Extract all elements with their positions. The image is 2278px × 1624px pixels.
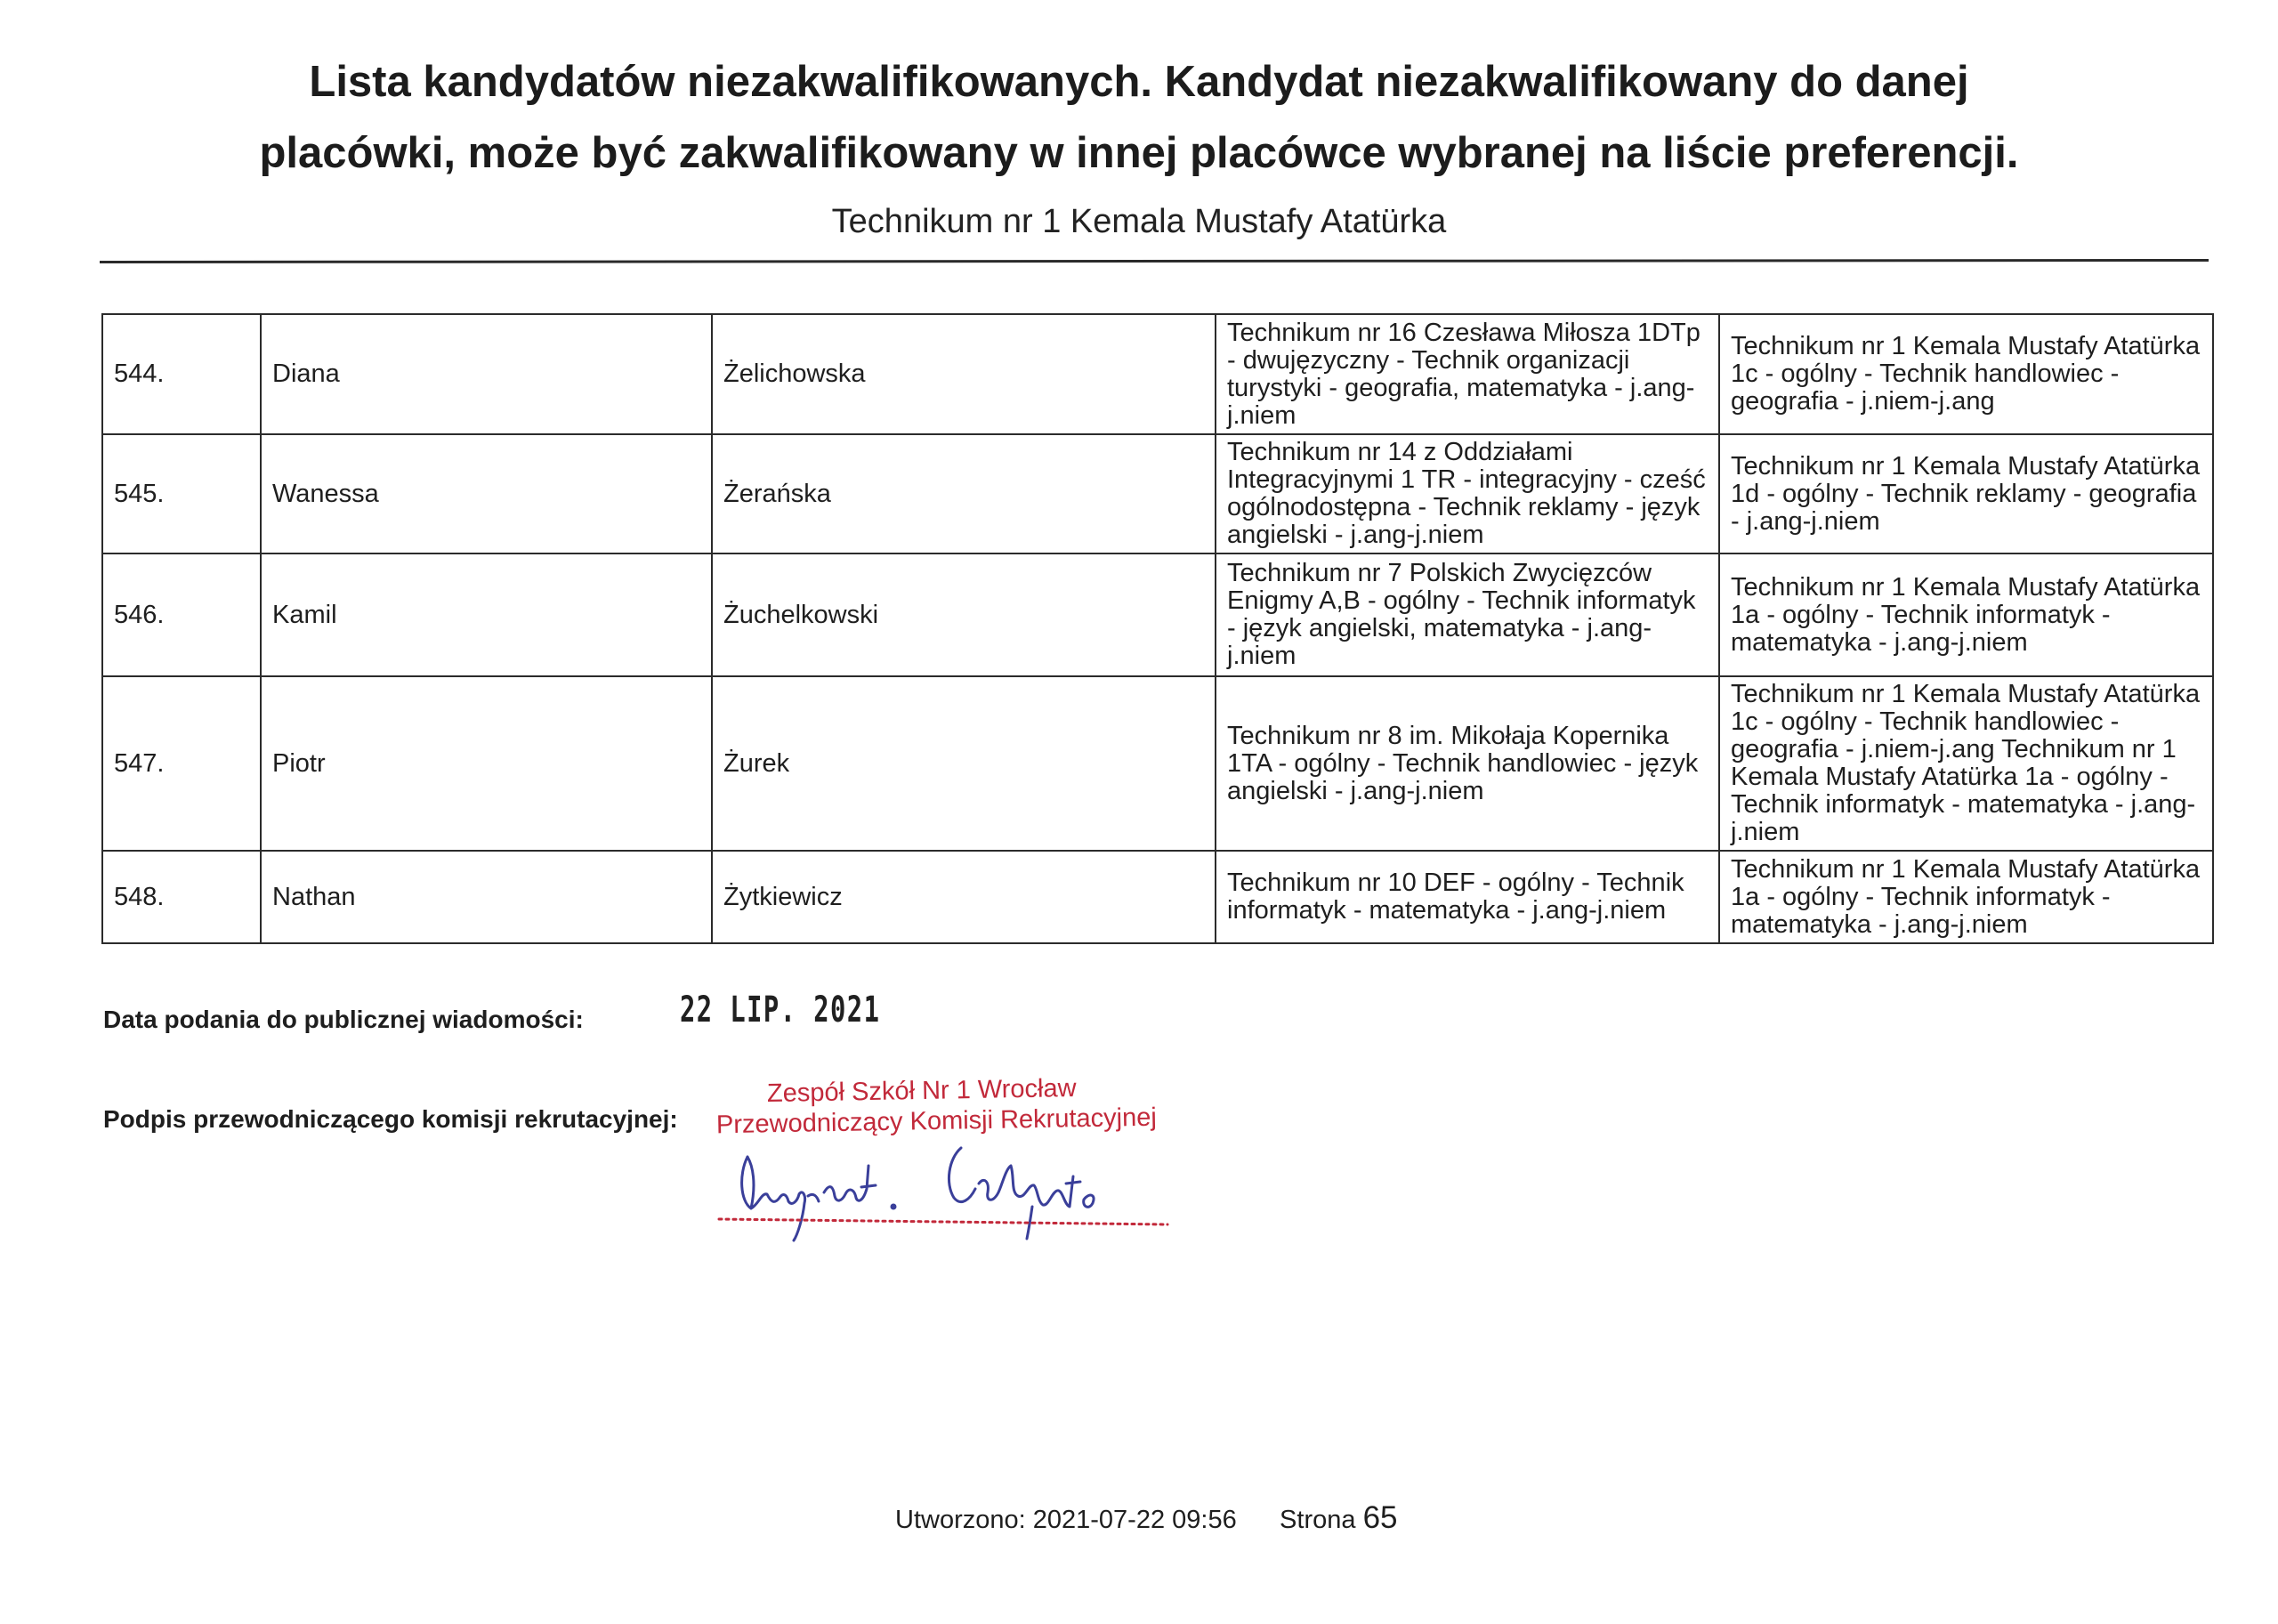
last-name: Żuchelkowski bbox=[712, 553, 1216, 676]
qualified-school: Technikum nr 1 Kemala Mustafy Atatürka 1a - ogólny - Technik informatyk - matematyka - j.ang-j.niem bbox=[1719, 553, 2213, 676]
page-title-line-2: placówki, może być zakwalifikowany w innej placówce wybranej na liście preferencji. bbox=[259, 129, 2019, 177]
page-footer bbox=[895, 1500, 1398, 1536]
qualified-school: Technikum nr 1 Kemala Mustafy Atatürka 1a - ogólny - Technik informatyk - matematyka - j.ang-j.niem bbox=[1719, 851, 2213, 943]
handwritten-signature bbox=[712, 1130, 1175, 1246]
table-row bbox=[102, 434, 2213, 553]
table-row bbox=[102, 676, 2213, 851]
candidates-table bbox=[101, 313, 2214, 944]
row-number: 547. bbox=[102, 676, 261, 851]
first-name: Kamil bbox=[261, 553, 712, 676]
page-title-line-1: Lista kandydatów niezakwalifikowanych. Kandydat niezakwalifikowany do danej bbox=[309, 58, 1969, 106]
preferred-school: Technikum nr 8 im. Mikołaja Kopernika 1TA - ogólny - Technik handlowiec - język angielski - j.ang-j.niem bbox=[1216, 676, 1719, 851]
preferred-school: Technikum nr 16 Czesława Miłosza 1DTp - dwujęzyczny - Technik organizacji turystyki - geografia, matematyka - j.ang-j.niem bbox=[1216, 314, 1719, 434]
qualified-school: Technikum nr 1 Kemala Mustafy Atatürka 1d - ogólny - Technik reklamy - geografia - j.ang-j.niem bbox=[1719, 434, 2213, 553]
stamp-title-line: Przewodniczący Komisji Rekrutacyjnej bbox=[715, 1103, 1158, 1140]
table-row bbox=[102, 314, 2213, 434]
preferred-school: Technikum nr 7 Polskich Zwycięzców Enigmy A,B - ogólny - Technik informatyk - język angielski, matematyka - j.ang-j.niem bbox=[1216, 553, 1719, 676]
first-name: Diana bbox=[261, 314, 712, 434]
first-name: Nathan bbox=[261, 851, 712, 943]
table-row bbox=[102, 553, 2213, 676]
publication-date-label: Data podania do publicznej wiadomości: bbox=[103, 1006, 584, 1033]
last-name: Żerańska bbox=[712, 434, 1216, 553]
first-name: Piotr bbox=[261, 676, 712, 851]
row-number: 545. bbox=[102, 434, 261, 553]
page-label: Strona bbox=[1280, 1506, 1356, 1534]
last-name: Żelichowska bbox=[712, 314, 1216, 434]
school-name: Technikum nr 1 Kemala Mustafy Atatürka bbox=[831, 203, 1447, 240]
created-timestamp: Utworzono: 2021-07-22 09:56 bbox=[895, 1506, 1237, 1534]
preferred-school: Technikum nr 14 z Oddziałami Integracyjnymi 1 TR - integracyjny - cześć ogólnodostępna - Technik reklamy - język angielski - j.ang-j.niem bbox=[1216, 434, 1719, 553]
last-name: Żytkiewicz bbox=[712, 851, 1216, 943]
row-number: 546. bbox=[102, 553, 261, 676]
header-divider bbox=[100, 259, 2209, 263]
signature-label: Podpis przewodniczącego komisji rekrutacyjnej: bbox=[103, 1105, 678, 1133]
page-title bbox=[107, 46, 2171, 189]
page-number: 65 bbox=[1362, 1500, 1398, 1535]
qualified-school: Technikum nr 1 Kemala Mustafy Atatürka 1c - ogólny - Technik handlowiec - geografia - j.niem-j.ang bbox=[1719, 314, 2213, 434]
publication-date-stamp: 22 LIP. 2021 bbox=[680, 990, 881, 1030]
row-number: 544. bbox=[102, 314, 261, 434]
row-number: 548. bbox=[102, 851, 261, 943]
first-name: Wanessa bbox=[261, 434, 712, 553]
qualified-school: Technikum nr 1 Kemala Mustafy Atatürka 1c - ogólny - Technik handlowiec - geografia - j.niem-j.ang Technikum nr 1 Kemala Mustafy Atatürka 1a - ogólny - Technik informatyk - matematyka - j.ang-j.niem bbox=[1719, 676, 2213, 851]
last-name: Żurek bbox=[712, 676, 1216, 851]
preferred-school: Technikum nr 10 DEF - ogólny - Technik informatyk - matematyka - j.ang-j.niem bbox=[1216, 851, 1719, 943]
stamp-school-line: Zespół Szkół Nr 1 Wrocław bbox=[766, 1073, 1077, 1109]
table-row bbox=[102, 851, 2213, 943]
